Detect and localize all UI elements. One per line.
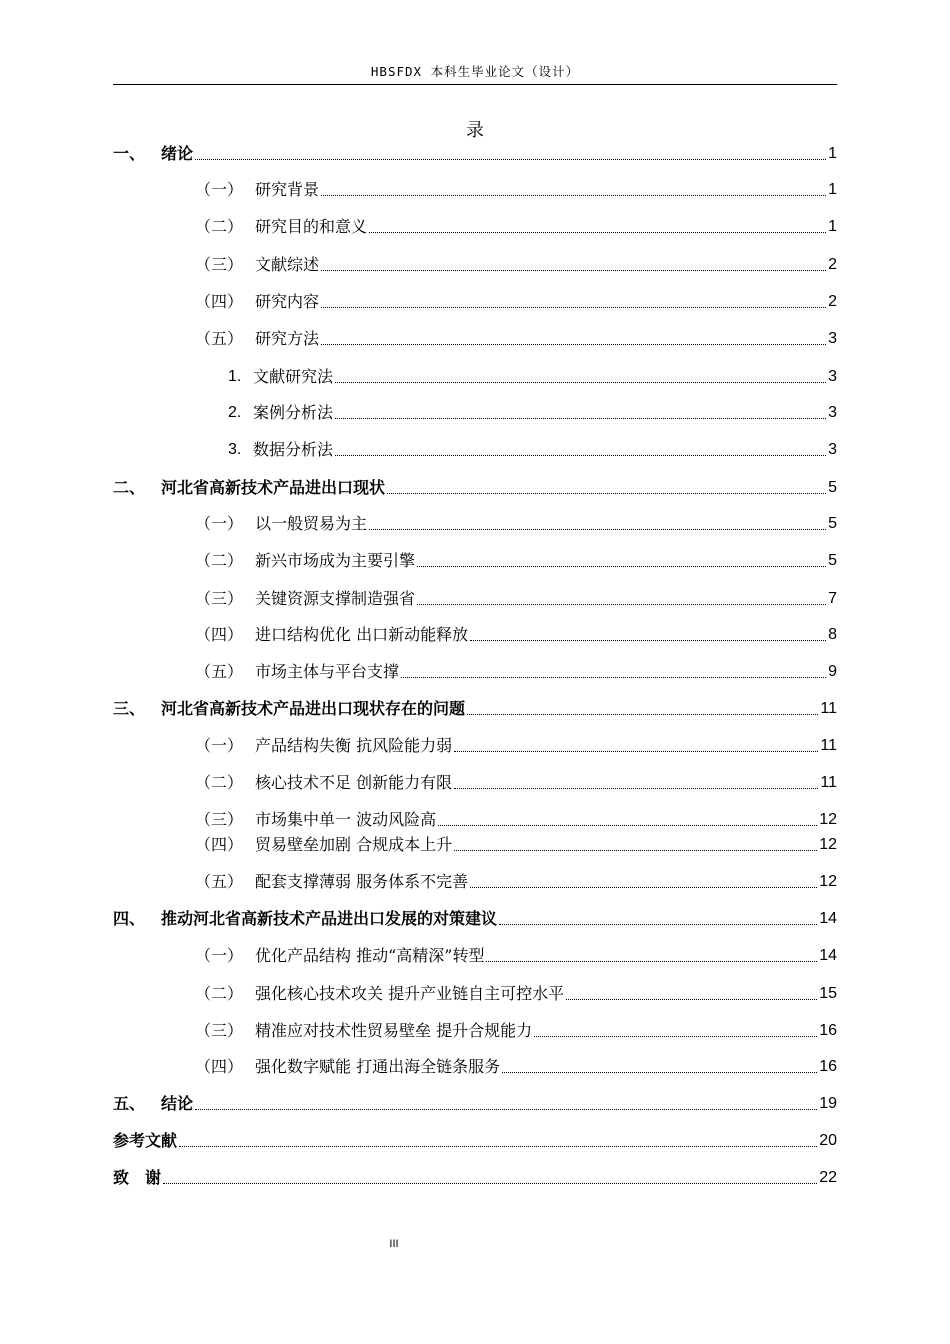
toc-entry[interactable]	[113, 288, 837, 312]
toc-entry[interactable]	[113, 1127, 837, 1151]
toc-entry-number: （二）	[195, 217, 244, 236]
toc-entry-number: （四）	[195, 835, 244, 854]
toc-entry[interactable]	[113, 176, 837, 200]
toc-entry[interactable]	[113, 474, 837, 498]
toc-entry[interactable]	[113, 905, 837, 929]
toc-entry[interactable]	[113, 695, 837, 719]
toc-entry-label: 研究方法	[255, 329, 320, 348]
toc-title: 录	[466, 120, 484, 141]
toc-entry-number: （二）	[195, 984, 244, 1003]
dot-leader	[417, 604, 826, 605]
toc-entry-page: 12	[819, 873, 837, 890]
toc-entry-number: 2.	[228, 404, 242, 421]
toc-entry[interactable]	[113, 510, 837, 534]
dot-leader	[470, 887, 817, 888]
toc-entry-label: 河北省高新技术产品进出口现状	[161, 478, 386, 497]
toc-entry-page: 2	[828, 256, 837, 273]
toc-entry-page: 2	[828, 293, 837, 310]
dot-leader	[335, 455, 826, 456]
toc-entry-label: 案例分析法	[253, 403, 334, 422]
toc-entry-number: （二）	[195, 551, 244, 570]
dot-leader	[417, 566, 826, 567]
toc-entry-page: 16	[819, 1022, 837, 1039]
dot-leader	[321, 270, 826, 271]
toc-entry-number: （四）	[195, 292, 244, 311]
toc-entry-page: 5	[828, 479, 837, 496]
toc-entry-page: 16	[819, 1058, 837, 1075]
toc-entry-number: 三、	[113, 699, 146, 718]
dot-leader	[502, 1072, 817, 1073]
toc-entry-label: 新兴市场成为主要引擎	[255, 551, 416, 570]
page-number: III	[389, 1238, 399, 1250]
toc-entry-number: （四）	[195, 1057, 244, 1076]
dot-leader	[566, 999, 817, 1000]
dot-leader	[499, 924, 817, 925]
dot-leader	[179, 1146, 817, 1147]
dot-leader	[454, 788, 818, 789]
toc-entry-label: 文献综述	[255, 255, 320, 274]
toc-entry-number: （一）	[195, 514, 244, 533]
dot-leader	[335, 418, 826, 419]
toc-entry-page: 12	[819, 836, 837, 853]
toc-entry-number: （三）	[195, 1021, 244, 1040]
toc-entry-number: （三）	[195, 810, 244, 829]
toc-entry-label: 强化核心技术攻关 提升产业链自主可控水平	[255, 984, 565, 1003]
dot-leader	[321, 307, 826, 308]
toc-entry-number: （三）	[195, 255, 244, 274]
running-header: HBSFDX 本科生毕业论文（设计）	[370, 64, 580, 79]
toc-entry-page: 12	[819, 811, 837, 828]
toc-entry-label: 绪论	[161, 144, 194, 163]
toc-entry-label: 配套支撑薄弱 服务体系不完善	[255, 872, 469, 891]
toc-entry-number: （五）	[195, 872, 244, 891]
toc-entry-number: （一）	[195, 946, 244, 965]
toc-entry[interactable]	[113, 831, 837, 855]
toc-entry[interactable]	[113, 585, 837, 609]
toc-entry-label: 产品结构失衡 抗风险能力弱	[255, 736, 453, 755]
toc-entry-number: 四、	[113, 909, 146, 928]
toc-entry[interactable]	[113, 363, 837, 387]
toc-entry[interactable]	[113, 980, 837, 1004]
toc-entry-label: 市场主体与平台支撑	[255, 662, 400, 681]
toc-entry-label: 市场集中单一 波动风险高	[255, 810, 437, 829]
toc-entry-label: 研究内容	[255, 292, 320, 311]
toc-entry-label: 关键资源支撑制造强省	[255, 589, 416, 608]
toc-entry[interactable]	[113, 325, 837, 349]
toc-entry[interactable]	[113, 399, 837, 423]
toc-entry[interactable]	[113, 942, 837, 966]
toc-entry-number: 3.	[228, 441, 242, 458]
toc-entry-page: 22	[819, 1169, 837, 1186]
dot-leader	[195, 1109, 817, 1110]
toc-entry[interactable]	[113, 251, 837, 275]
toc-entry[interactable]	[113, 1017, 837, 1041]
dot-leader	[369, 232, 826, 233]
toc-entry[interactable]	[113, 1164, 837, 1188]
toc-entry-label: 进口结构优化 出口新动能释放	[255, 625, 469, 644]
toc-entry-label: 河北省高新技术产品进出口现状存在的问题	[161, 699, 466, 718]
toc-entry-page: 5	[828, 552, 837, 569]
dot-leader	[401, 677, 826, 678]
toc-entry-label: 结论	[161, 1094, 194, 1113]
toc-entry[interactable]	[113, 806, 837, 830]
dot-leader	[195, 159, 826, 160]
toc-entry-page: 14	[819, 910, 837, 927]
toc-entry-label: 数据分析法	[253, 440, 334, 459]
toc-entry-page: 9	[828, 663, 837, 680]
toc-entry-number: （五）	[195, 662, 244, 681]
toc-entry-page: 8	[828, 626, 837, 643]
toc-entry-page: 7	[828, 590, 837, 607]
toc-entry-label: 研究目的和意义	[255, 217, 368, 236]
toc-entry-page: 11	[820, 700, 837, 717]
toc-entry-label: 参考文献	[113, 1131, 178, 1150]
toc-entry-label: 贸易壁垒加剧 合规成本上升	[255, 835, 453, 854]
toc-entry[interactable]	[113, 213, 837, 237]
dot-leader	[534, 1036, 817, 1037]
toc-entry-number: （四）	[195, 625, 244, 644]
toc-entry-label: 研究背景	[255, 180, 320, 199]
toc-entry-page: 14	[819, 947, 837, 964]
toc-entry[interactable]	[113, 868, 837, 892]
dot-leader	[321, 344, 826, 345]
dot-leader	[369, 529, 826, 530]
toc-entry-page: 5	[828, 515, 837, 532]
toc-entry-number: （二）	[195, 773, 244, 792]
toc-entry-page: 1	[828, 218, 837, 235]
toc-entry[interactable]	[113, 621, 837, 645]
toc-entry-page: 1	[828, 145, 837, 162]
toc-entry[interactable]	[113, 769, 837, 793]
toc-entry-number: 一、	[113, 144, 146, 163]
dot-leader	[321, 195, 826, 196]
toc-entry[interactable]	[113, 658, 837, 682]
toc-entry[interactable]	[113, 436, 837, 460]
toc-entry-label: 精准应对技术性贸易壁垒 提升合规能力	[255, 1021, 533, 1040]
toc-entry-page: 15	[819, 985, 837, 1002]
toc-entry[interactable]	[113, 732, 837, 756]
toc-entry-label: 文献研究法	[253, 367, 334, 386]
toc-entry-number: （一）	[195, 736, 244, 755]
toc-entry-page: 11	[820, 774, 837, 791]
toc-entry-number: （五）	[195, 329, 244, 348]
toc-entry-label: 以一般贸易为主	[255, 514, 368, 533]
toc-entry[interactable]	[113, 1090, 837, 1114]
toc-entry-label: 优化产品结构 推动“高精深”转型	[255, 946, 485, 965]
toc-entry-number: 五、	[113, 1094, 146, 1113]
toc-entry-number: 1.	[228, 368, 242, 385]
toc-entry-page: 3	[828, 441, 837, 458]
dot-leader	[467, 714, 818, 715]
toc-entry-label: 强化数字赋能 打通出海全链条服务	[255, 1057, 501, 1076]
toc-entry[interactable]	[113, 547, 837, 571]
dot-leader	[438, 825, 817, 826]
toc-entry-page: 1	[828, 181, 837, 198]
dot-leader	[454, 751, 818, 752]
toc-entry-number: （一）	[195, 180, 244, 199]
toc-entry-page: 11	[820, 737, 837, 754]
toc-entry[interactable]	[113, 1053, 837, 1077]
toc-entry-page: 3	[828, 404, 837, 421]
dot-leader	[335, 382, 826, 383]
dot-leader	[470, 640, 826, 641]
dot-leader	[163, 1183, 817, 1184]
dot-leader	[486, 961, 817, 962]
dot-leader	[454, 850, 817, 851]
toc-entry-label: 推动河北省高新技术产品进出口发展的对策建议	[161, 909, 498, 928]
toc-entry-label: 核心技术不足 创新能力有限	[255, 773, 453, 792]
toc-entry-label: 致 谢	[113, 1168, 162, 1187]
toc-entry-number: （三）	[195, 589, 244, 608]
toc-entry-page: 20	[819, 1132, 837, 1149]
toc-entry[interactable]	[113, 140, 837, 164]
toc-entry-number: 二、	[113, 478, 146, 497]
toc-entry-page: 3	[828, 330, 837, 347]
toc-entry-page: 19	[819, 1095, 837, 1112]
dot-leader	[387, 493, 826, 494]
toc-entry-page: 3	[828, 368, 837, 385]
